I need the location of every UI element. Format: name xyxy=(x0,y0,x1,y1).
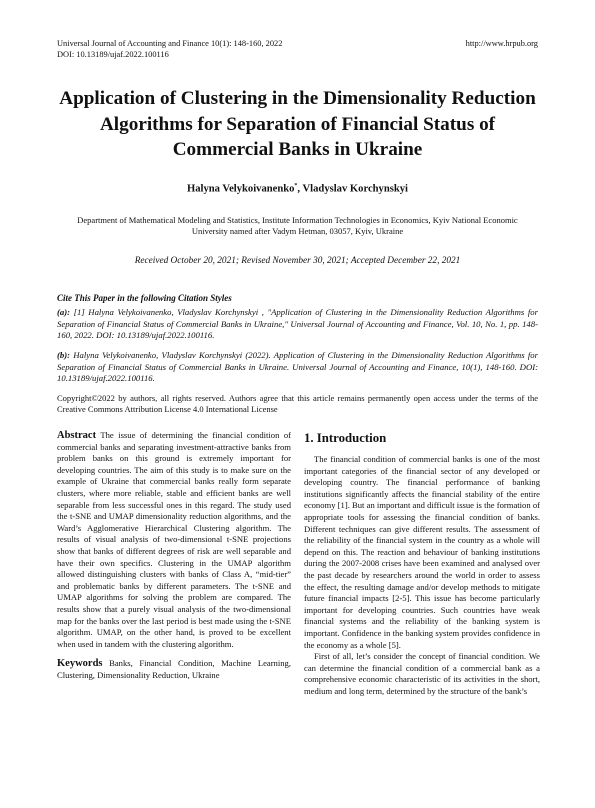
keywords-text: Banks, Financial Condition, Machine Learning, Clustering, Dimensionality Reduction, Ukraine xyxy=(57,658,291,680)
citation-style-b xyxy=(57,350,538,385)
corresponding-mark: * xyxy=(294,183,298,189)
author-list xyxy=(57,183,538,195)
paper-title: Application of Clustering in the Dimensionality Reduction Algorithms for Separation of Financial Status of Commercial Banks in Ukraine xyxy=(59,88,536,160)
publisher-link[interactable]: http://www.hrpub.org xyxy=(465,39,538,48)
author-name: Halyna Velykoivanenko xyxy=(186,183,295,195)
author-separator: , xyxy=(297,183,303,195)
citation-label: (a): xyxy=(57,307,71,317)
abstract-column xyxy=(57,430,291,681)
citation-style-a xyxy=(57,307,538,342)
citation-text: [1] Halyna Velykoivanenko, Vladyslav Korchynskyi , "Application of Clustering in the Dimensionality Reduction Algorithms for Separation of Financial Status of Commercial Banks in Ukraine," Universal Journal of Accounting and Finance, Vol. 10, No. 1, pp. 148-160, 2022. DOI: 10.13189/ujaf.2022.100116. xyxy=(57,307,538,340)
keywords xyxy=(57,658,291,681)
doi: DOI: 10.13189/ujaf.2022.100116 xyxy=(57,50,169,59)
citation-text: Halyna Velykoivanenko, Vladyslav Korchynskyi (2022). Application of Clustering in the Dimensionality Reduction Algorithms for Separation of Financial Status of Commercial Banks in Ukraine. Universal Journal of Accounting and Finance, 10(1), 148-160. DOI: 10.13189/ujaf.2022.100116. xyxy=(57,350,538,383)
abstract-label: Abstract xyxy=(57,430,97,441)
introduction-column xyxy=(304,430,540,697)
paragraph: The financial condition of commercial banks is one of the most important categories of the financial sector of any developed or developing country. The financial performance of banking institutions significantly affects the financial stability of the entire economy [1]. But an important and difficult issue is the formation of appropriate tools for assessing the financial condition of banks. Different techniques can give different results. The assessment of the reliability of the financial system in the country as a whole will depend on this. The reaction and behaviour of banking institutions during the 2007-2008 crises have been examined and analysed over the past decade by researchers around the world in order to assess the effect, the resulting damage and/or develop methods to mitigate future financial impacts [2-5]. This issue has become particularly important for developing countries. Such countries have weak financial systems and the reliability of the banking system is important. Confidence in the banking system provides confidence in the economy as a whole [5]. xyxy=(304,454,540,650)
author-name: Vladyslav Korchynskyi xyxy=(302,183,409,195)
abstract-text: The issue of determining the financial condition of commercial banks and separating investment-attractive banks from problem banks on this ground is extremely important for developing countries. The aim of this study is to make sure on the example of Ukraine that commercial banks really form separate clusters, where more reliable, stable and efficient banks are well separable from less successful ones in this regard. The study used the t-SNE and UMAP dimensionality reduction algorithms, and the Ward’s Agglomerative Hierarchical Clustering algorithm. The results of visual analysis of two-dimensional t-SNE projections show that banks of different degrees of risk are well separable and have their own specifics. Clustering in the UMAP algorithm allowed distinguishing clusters with banks of Class A, “mid-tier” and problematic banks by different parameters. The t-SNE and UMAP algorithms for solving the problem are compared. The results show that a purely visual analysis of the two-dimensional map for the banks over the last period is best made using the t-SNE algorithm. UMAP, on the other hand, is proved to be excellent when used in tandem with the clustering algorithm. xyxy=(57,430,291,649)
received-dates: Received October 20, 2021; Revised November 30, 2021; Accepted December 22, 2021 xyxy=(134,256,461,266)
running-header xyxy=(57,38,538,60)
keywords-label: Keywords xyxy=(57,658,103,670)
section-heading: 1. Introduction xyxy=(304,431,387,445)
citation-heading: Cite This Paper in the following Citation Styles xyxy=(57,293,232,303)
citation-label: (b): xyxy=(57,350,71,360)
journal-citation: Universal Journal of Accounting and Finance 10(1): 148-160, 2022 xyxy=(57,39,283,48)
paragraph: First of all, let’s consider the concept of financial condition. We can determine the financial condition of a commercial bank as a comprehensive economic characteristic of its activities in the short, medium and long term, determined by the structure of the bank’s xyxy=(304,651,540,696)
copyright-notice: Copyright©2022 by authors, all rights reserved. Authors agree that this article remains permanently open access under the terms of the Creative Commons Attribution License 4.0 International License xyxy=(57,393,538,414)
affiliation: Department of Mathematical Modeling and Statistics, Institute Information Technologies in Economics, Kyiv National Economic University named after Vadym Hetman, 03057, Kyiv, Ukraine xyxy=(77,215,518,236)
abstract xyxy=(57,430,291,650)
